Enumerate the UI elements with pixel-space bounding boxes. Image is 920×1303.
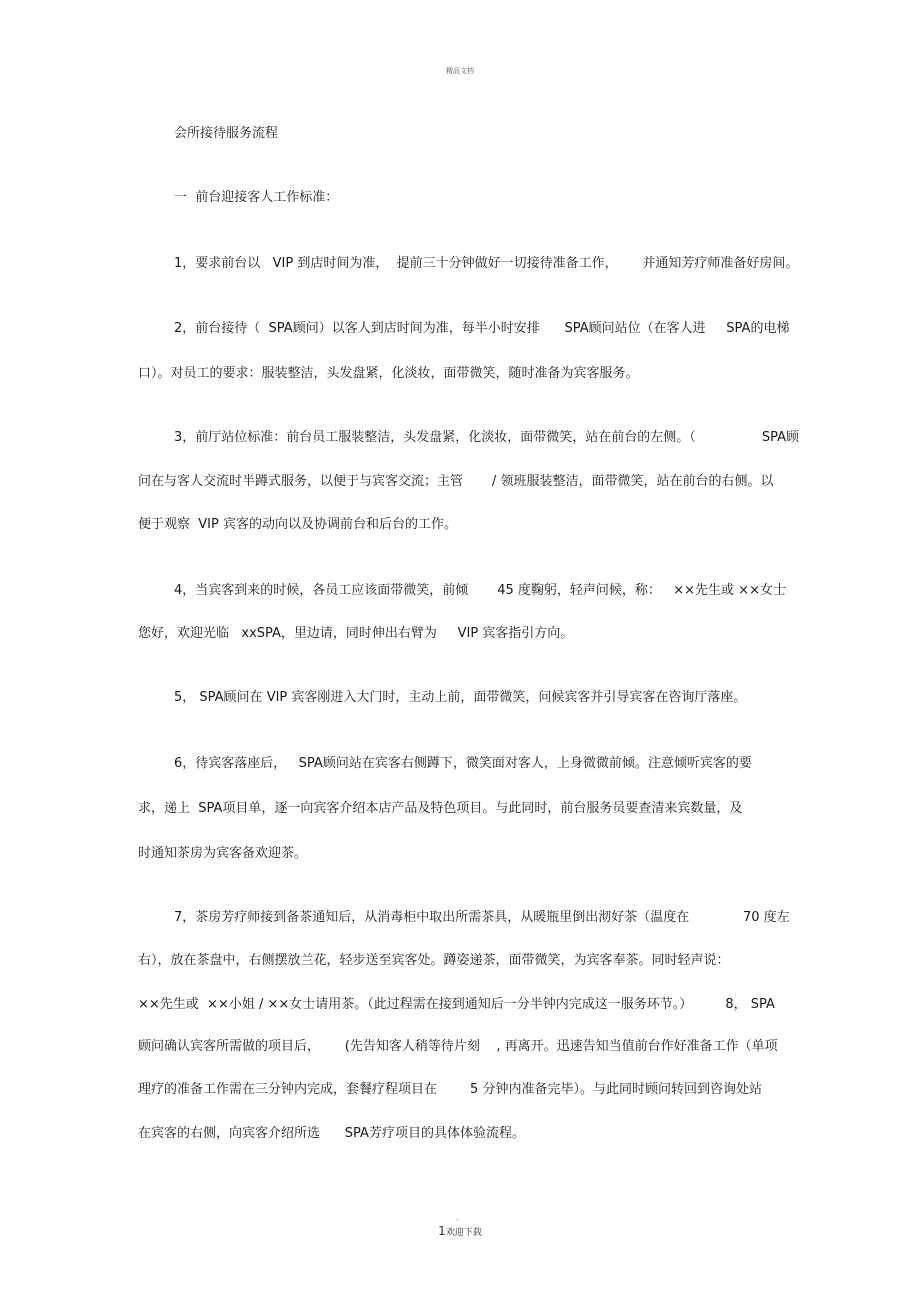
paragraph-line: 问在与客人交流时半蹲式服务，以便于与宾客交流；主管 / 领班服装整洁，面带微笑，站在前台的右侧。以 bbox=[138, 474, 774, 489]
paragraph-line: 2，前台接待（ SPA顾问）以客人到店时间为准，每半小时安排 SPA顾问站位（在客人进 SPA的电梯 bbox=[174, 321, 790, 336]
paragraph-line: 口）。对员工的要求：服装整洁，头发盘紧，化淡妆，面带微笑，随时准备为宾客服务。 bbox=[138, 366, 639, 381]
paragraph-line: 1，要求前台以 VIP 到店时间为准， 提前三十分钟做好一切接待准备工作， 并通知芳疗师准备好房间。 bbox=[174, 256, 799, 271]
paragraph-line: 7，茶房芳疗师接到备茶通知后，从消毒柜中取出所需茶具，从暖瓶里倒出沏好茶（温度在 70 度左 bbox=[174, 910, 790, 925]
paragraph-line: 5， SPA顾问在 VIP 宾客刚进入大门时，主动上前，面带微笑，问候宾客并引导宾客在咨询厅落座。 bbox=[174, 690, 747, 705]
paragraph-line: 便于观察 VIP 宾客的动向以及协调前台和后台的工作。 bbox=[138, 517, 457, 532]
page-header: 精品文档 bbox=[446, 67, 474, 75]
paragraph-line: 顾问确认宾客所需做的项目后， (先告知客人稍等待片刻 , 再离开。迅速告知当值前台作好准备工作（单项 bbox=[138, 1039, 778, 1054]
footer-dot: - bbox=[456, 1216, 459, 1224]
paragraph-line: 4，当宾客到来的时候，各员工应该面带微笑，前倾 45 度鞠躬，轻声问候，称： ××先生或 ××女士 bbox=[174, 583, 786, 598]
paragraph-line: ××先生或 ××小姐 / ××女士请用茶。（此过程需在接到通知后一分半钟内完成这一服务环节。） 8， SPA bbox=[138, 997, 775, 1012]
paragraph-line: 理疗的准备工作需在三分钟内完成，套餐疗程项目在 5 分钟内准备完毕）。与此同时顾问转回到咨询处站 bbox=[138, 1082, 762, 1097]
paragraph-line: 右），放在茶盘中，右侧摆放兰花，轻步送至宾客处。蹲姿递茶，面带微笑，为宾客奉茶。同时轻声说： bbox=[138, 953, 730, 968]
page-footer bbox=[0, 1224, 920, 1238]
paragraph-line: 在宾客的右侧，向宾客介绍所选 SPA芳疗项目的具体体验流程。 bbox=[138, 1126, 525, 1141]
footer-label: 欢迎下载 bbox=[445, 1228, 482, 1238]
document-title: 会所接待服务流程 bbox=[174, 126, 279, 141]
paragraph-line: 求，递上 SPA项目单，逐一向宾客介绍本店产品及特色项目。与此同时，前台服务员要查清来宾数量，及 bbox=[138, 801, 743, 816]
paragraph-line: 时通知茶房为宾客备欢迎茶。 bbox=[138, 846, 308, 861]
paragraph-line: 6，待宾客落座后， SPA顾问站在宾客右侧蹲下，微笑面对客人，上身微微前倾。注意倾听宾客的要 bbox=[174, 756, 752, 771]
paragraph-line: 3，前厅站位标准：前台员工服装整洁，头发盘紧，化淡妆，面带微笑，站在前台的左侧。（ SPA顾 bbox=[174, 430, 800, 445]
section-heading: 一 前台迎接客人工作标准： bbox=[174, 190, 339, 205]
paragraph-line: 您好，欢迎光临 xxSPA，里边请，同时伸出右臂为 VIP 宾客指引方向。 bbox=[138, 626, 574, 641]
page-number: 1 bbox=[438, 1224, 446, 1238]
